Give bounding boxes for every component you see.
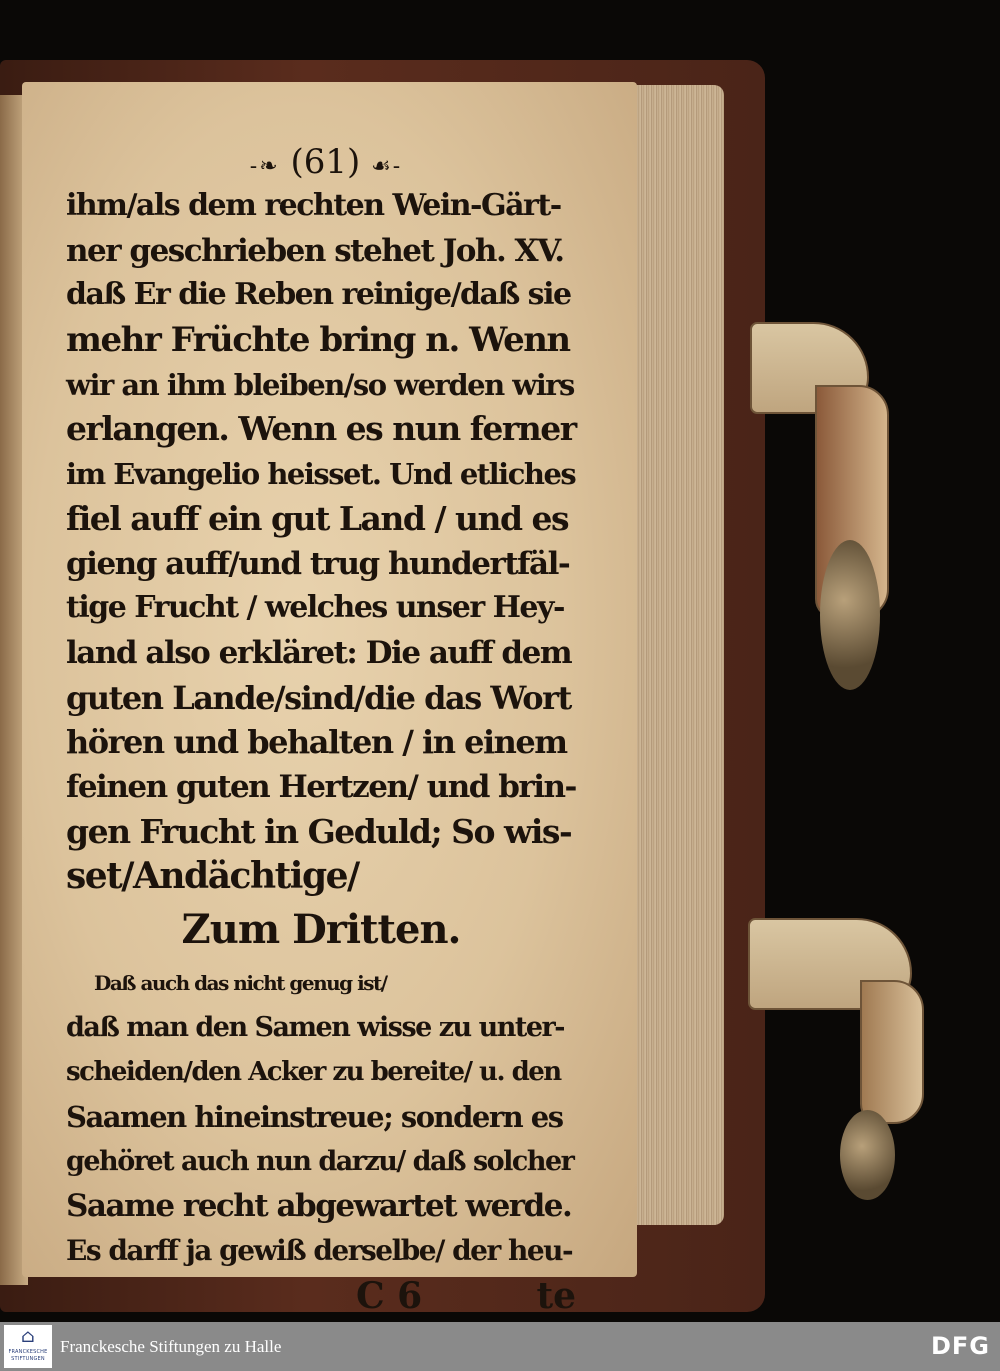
- logo-text: FRANCKESCHE STIFTUNGEN: [8, 1349, 48, 1362]
- text-line: gieng auff/und trug hundertfäl-: [66, 545, 570, 582]
- signature-mark: C 6: [356, 1274, 423, 1317]
- footer-bar: [0, 1322, 1000, 1371]
- text-line: wir an ihm bleiben/so werden wirs: [66, 367, 574, 402]
- institution-logo[interactable]: [4, 1325, 52, 1368]
- metal-clasp-lower-icon: [840, 1110, 895, 1200]
- text-line: set/Andächtige/: [66, 855, 359, 898]
- text-line: ihm/als dem rechten Wein-Gärt-: [66, 188, 561, 223]
- clasp-strap-lower-fold: [860, 980, 924, 1124]
- text-line: erlangen. Wenn es nun ferner: [66, 409, 576, 449]
- text-line: daß Er die Reben reinige/daß sie: [66, 277, 571, 313]
- page-header: [76, 140, 576, 184]
- text-line: guten Lande/sind/die das Wort: [66, 678, 571, 717]
- text-line: Es darff ja gewiß derselbe/ der heu-: [66, 1234, 573, 1268]
- page-number: (61): [290, 142, 361, 182]
- text-line: mehr Früchte bring n. Wenn: [66, 320, 570, 361]
- text-line: gehöret auch nun darzu/ daß solcher: [66, 1145, 574, 1177]
- catchword: te: [536, 1274, 576, 1317]
- text-line: tige Frucht / welches unser Hey-: [66, 590, 564, 626]
- signature-line: [66, 1274, 576, 1318]
- institution-name[interactable]: Franckesche Stiftungen zu Halle: [60, 1337, 282, 1356]
- text-line: gen Frucht in Geduld; So wis-: [66, 811, 572, 851]
- text-line: scheiden/den Acker zu bereite/ u. den: [66, 1057, 561, 1088]
- ornament-left-icon: -❧: [249, 154, 280, 179]
- text-line: daß man den Samen wisse zu unter-: [66, 1011, 564, 1043]
- text-line: Saamen hineinstreue; sondern es: [66, 1100, 563, 1135]
- text-line: Saame recht abgewartet werde.: [66, 1188, 572, 1225]
- text-line: Daß auch das nicht genug ist/: [94, 971, 387, 995]
- page-text: [66, 140, 576, 1318]
- text-line: ner geschrieben stehet Joh. XV.: [66, 232, 564, 269]
- dfg-logo[interactable]: DFG: [930, 1332, 990, 1360]
- text-line: land also erkläret: Die auff dem: [66, 634, 572, 671]
- text-line: im Evangelio heisset. Und etliches: [66, 457, 576, 492]
- paragraph-1: [66, 184, 576, 899]
- text-line: hören und behalten / in einem: [66, 723, 567, 762]
- ornament-right-icon: ☙-: [371, 154, 403, 179]
- section-heading: Zum Dritten.: [181, 906, 461, 953]
- metal-clasp-upper-icon: [820, 540, 880, 690]
- text-line: fiel auff ein gut Land / und es: [66, 498, 569, 538]
- building-emblem-icon: ⌂: [21, 1326, 35, 1347]
- text-line: feinen guten Hertzen/ und brin-: [66, 768, 576, 805]
- paragraph-2: [66, 961, 576, 1274]
